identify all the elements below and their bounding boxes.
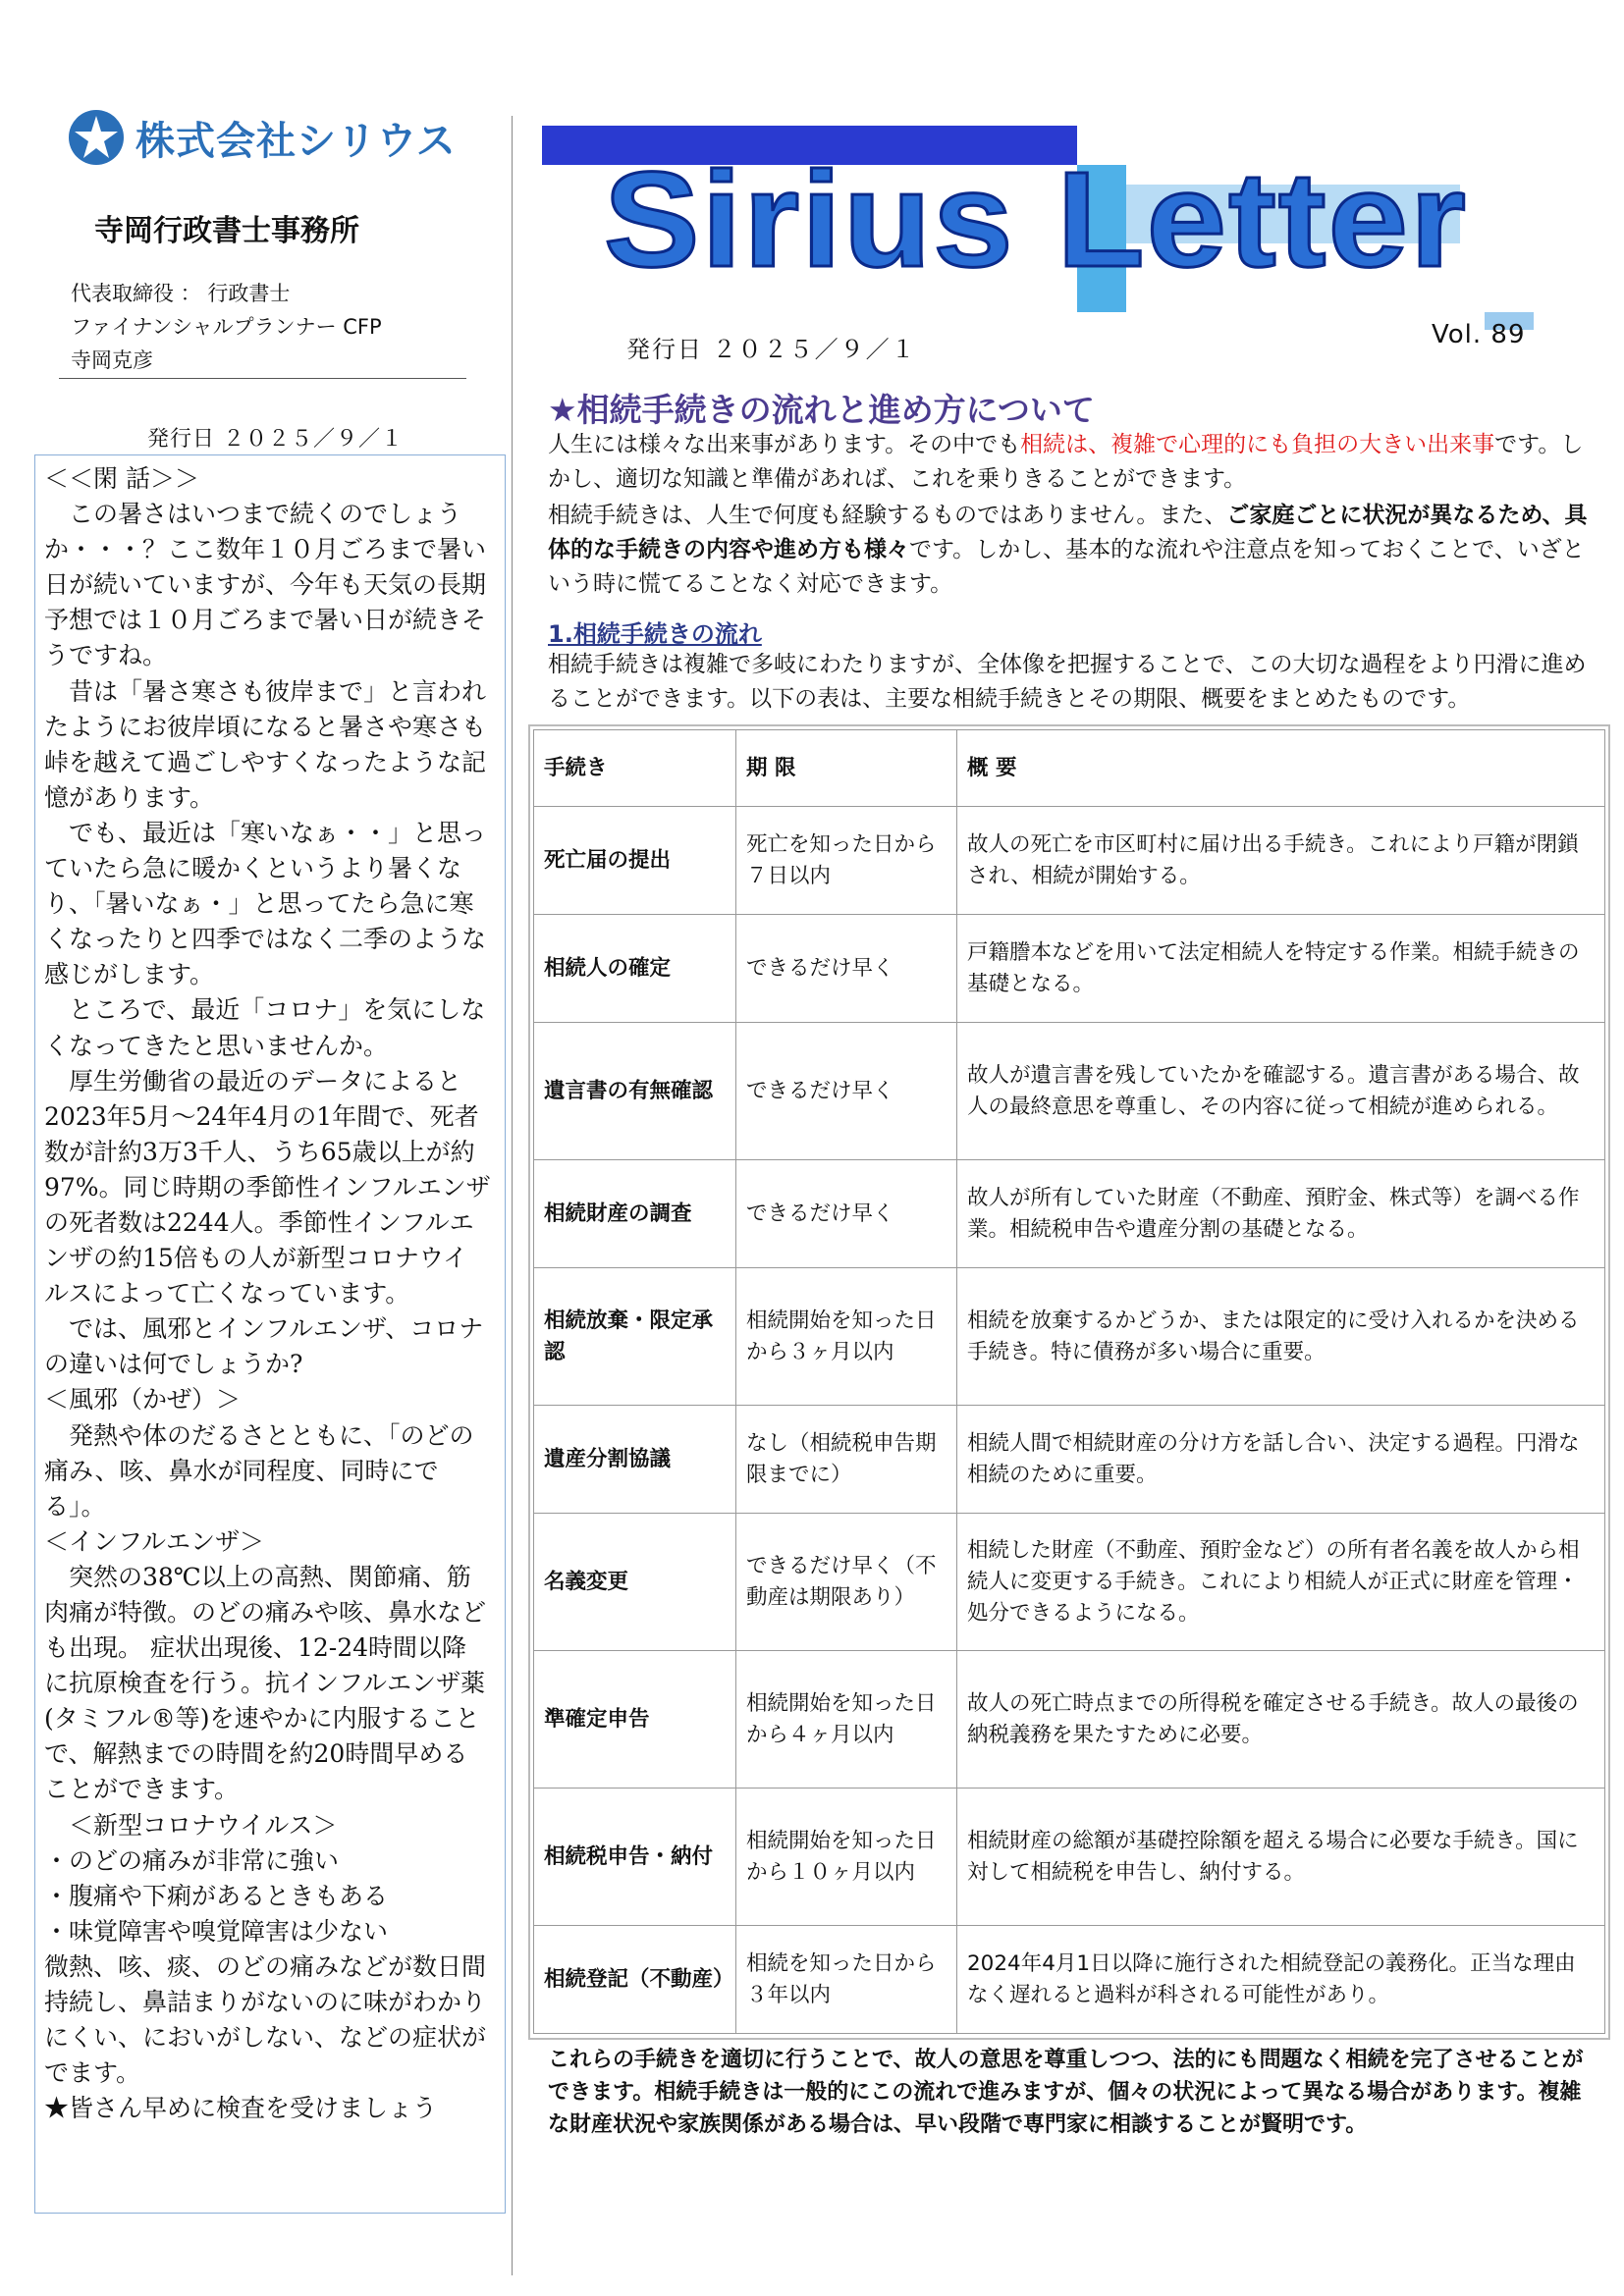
cell-procedure: 相続放棄・限定承認	[534, 1268, 736, 1406]
left-issue-date: 発行日 ２０２５／９／１	[147, 427, 404, 452]
rep-fp: ファイナンシャルプランナー CFP	[71, 315, 382, 339]
cell-procedure: 遺産分割協議	[534, 1406, 736, 1514]
cell-procedure: 相続人の確定	[534, 915, 736, 1023]
intro-paragraph-1	[548, 428, 1589, 497]
cell-procedure: 相続税申告・納付	[534, 1789, 736, 1926]
divider	[59, 378, 466, 379]
cell-summary: 相続財産の総額が基礎控除額を超える場合に必要な手続き。国に対して相続税を申告し、納付する。	[957, 1789, 1605, 1926]
cell-deadline: なし（相続税申告期限までに）	[736, 1406, 957, 1514]
banner-issue-date: 発行日 ２０２５／９／１	[626, 336, 917, 363]
cell-summary: 故人の死亡を市区町村に届け出る手続き。これにより戸籍が閉鎖され、相続が開始する。	[957, 807, 1605, 915]
cell-summary: 相続を放棄するかどうか、または限定的に受け入れるかを決める手続き。特に債務が多い場合に重要。	[957, 1268, 1605, 1406]
cell-deadline: 相続開始を知った日から４ヶ月以内	[736, 1651, 957, 1789]
banner-title: Sirius Letter	[604, 144, 1468, 295]
table-row	[534, 1789, 1605, 1926]
kanwa-paragraph: 発熱や体のだるさとともに、「のどの痛み、咳、鼻水が同程度、同時にでる」。	[44, 1420, 474, 1521]
table-row	[534, 1514, 1605, 1651]
kanwa-heading: ＜＜閑 話＞＞	[44, 464, 199, 493]
cell-summary: 2024年4月1日以降に施行された相続登記の義務化。正当な理由なく遅れると過料が科される可能性があり。	[957, 1926, 1605, 2034]
kanwa-paragraph: ＜インフルエンザ＞	[44, 1526, 265, 1556]
table-row	[534, 1160, 1605, 1268]
volume-number: Vol. 89	[1432, 320, 1526, 349]
header-cell: 期 限	[736, 730, 957, 807]
table-row	[534, 1926, 1605, 2034]
table-row	[534, 1406, 1605, 1514]
table-header-row	[534, 730, 1605, 807]
cell-deadline: 相続開始を知った日から１０ヶ月以内	[736, 1789, 957, 1926]
kanwa-paragraph: では、風邪とインフルエンザ、コロナの違いは何でしょうか?	[44, 1314, 484, 1379]
table-row	[534, 1023, 1605, 1160]
kanwa-paragraph: でも、最近は「寒いなぁ・・」と思っていたら急に暖かくというより暑くなり、「暑いなぁ・」と思ってたら急に寒くなったりと四季ではなく二季のような感じがします。	[44, 818, 487, 989]
kanwa-paragraph: この暑さはいつまで続くのでしょうか・・・？ここ数年１０月ごろまで暑い日が続いていますが、今年も天気の長期予想では１０月ごろまで暑い日が続きそうですね。	[44, 500, 487, 670]
kanwa-paragraph: ・腹痛や下痢があるときもある	[44, 1881, 389, 1910]
article-title: ★相続手続きの流れと進め方について	[548, 391, 1095, 429]
cell-summary: 故人が遺言書を残していたかを確認する。遺言書がある場合、故人の最終意思を尊重し、その内容に従って相続が進められる。	[957, 1023, 1605, 1160]
cell-summary: 故人の死亡時点までの所得税を確定させる手続き。故人の最後の納税義務を果たすために必要。	[957, 1651, 1605, 1789]
procedure-table	[533, 729, 1605, 2034]
company-name: 株式会社シリウス	[135, 118, 457, 164]
cell-summary: 相続人間で相続財産の分け方を話し合い、決定する過程。円滑な相続のために重要。	[957, 1406, 1605, 1514]
cell-procedure: 死亡届の提出	[534, 807, 736, 915]
cell-summary: 戸籍謄本などを用いて法定相続人を特定する作業。相続手続きの基礎となる。	[957, 915, 1605, 1023]
kanwa-paragraph: ・味覚障害や嗅覚障害は少ない	[44, 1916, 389, 1946]
conclusion-paragraph: これらの手続きを適切に行うことで、故人の意思を尊重しつつ、法的にも問題なく相続を完了させることができます。相続手続きは一般的にこの流れで進みますが、個々の状況によって異なる場合があります。複雑な財産状況や家族関係がある場合は、早い段階で専門家に相談することが賢明です。	[548, 2048, 1584, 2137]
cell-deadline: できるだけ早く	[736, 1023, 957, 1160]
kanwa-paragraph: 昔は「暑さ寒さも彼岸まで」と言われたようにお彼岸頃になると暑さや寒さも峠を越えて過ごしやすくなったような記憶があります。	[44, 676, 487, 812]
kanwa-column	[44, 461, 491, 2126]
header-cell: 手続き	[534, 730, 736, 807]
representative-block	[71, 277, 382, 377]
column-divider	[512, 116, 513, 2275]
table-row	[534, 1268, 1605, 1406]
cell-procedure: 相続財産の調査	[534, 1160, 736, 1268]
cell-deadline: 相続を知った日から３年以内	[736, 1926, 957, 2034]
cell-procedure: 遺言書の有無確認	[534, 1023, 736, 1160]
section-text: 相続手続きは複雑で多岐にわたりますが、全体像を把握することで、この大切な過程をより円滑に進めることができます。以下の表は、主要な相続手続きとその期限、概要をまとめたものです。	[548, 652, 1587, 712]
cell-deadline: 死亡を知った日から７日以内	[736, 807, 957, 915]
cell-deadline: できるだけ早く（不動産は期限あり）	[736, 1514, 957, 1651]
office-name: 寺岡行政書士事務所	[94, 214, 359, 248]
text: 相続手続きは、人生で何度も経験するものではありません。また、	[548, 503, 1227, 528]
cell-deadline: できるだけ早く	[736, 1160, 957, 1268]
text: です。しかし、適切な知識と準備があれば、これを乗りきることができます。	[548, 432, 1584, 492]
cell-summary: 故人が所有していた財産（不動産、預貯金、株式等）を調べる作業。相続税申告や遺産分割の基礎となる。	[957, 1160, 1605, 1268]
kanwa-paragraph: ・のどの痛みが非常に強い	[44, 1845, 340, 1875]
star-logo-icon	[67, 108, 126, 167]
section-title: 1.相続手続きの流れ	[548, 620, 762, 648]
cell-procedure: 準確定申告	[534, 1651, 736, 1789]
intro-paragraph-2	[548, 499, 1589, 602]
rep-name: 寺岡克彦	[71, 348, 153, 372]
cell-deadline: 相続開始を知った日から３ヶ月以内	[736, 1268, 957, 1406]
text: です。しかし、基本的な流れや注意点を知っておくことで、いざという時に慌てることなく対応できます。	[548, 537, 1585, 597]
kanwa-paragraph: 厚生労働省の最近のデータによると2023年5月～24年4月の1年間で、死者数が計約3万3千人、うち65歳以上が約97%。同じ時期の季節性インフルエンザの死者数は2244人。季節性インフルエンザの約15倍もの人が新型コロナウイルスによって亡くなっています。	[44, 1066, 491, 1308]
text: 人生には様々な出来事があります。その中でも	[548, 432, 1021, 457]
cell-procedure: 相続登記（不動産）	[534, 1926, 736, 2034]
table-row	[534, 1651, 1605, 1789]
table-row	[534, 807, 1605, 915]
kanwa-paragraph: ＜新型コロナウイルス＞	[44, 1810, 338, 1840]
kanwa-paragraph: ところで、最近「コロナ」を気にしなくなってきたと思いませんか。	[44, 995, 486, 1060]
cell-procedure: 名義変更	[534, 1514, 736, 1651]
table-row	[534, 915, 1605, 1023]
header-cell: 概 要	[957, 730, 1605, 807]
rep-title: 代表取締役 ： 行政書士	[71, 282, 291, 305]
highlight-red: 相続は、複雑で心理的にも負担の大きい出来事	[1020, 432, 1495, 457]
highlight-bold: ご家庭ごとに状況が異なるため、具体的な手続きの内容や進め方も様々	[548, 503, 1588, 562]
cell-deadline: できるだけ早く	[736, 915, 957, 1023]
company-logo	[67, 106, 460, 169]
kanwa-paragraph: 微熱、咳、痰、のどの痛みなどが数日間持続し、鼻詰まりがないのに味がわかりにくい、においがしない、などの症状がでます。	[44, 1951, 487, 2088]
kanwa-paragraph: 突然の38℃以上の高熱、関節痛、筋肉痛が特徴。のどの痛みや咳、鼻水なども出現。 症状出現後、12-24時間以降に抗原検査を行う。抗インフルエンザ薬(タミフル®等)を速やかに内服することで、解熱までの時間を約20時間早めることができます。	[44, 1562, 487, 1804]
kanwa-paragraph: ＜風邪（かぜ）＞	[44, 1385, 242, 1415]
kanwa-paragraph: ★皆さん早めに検査を受けましょう	[44, 2094, 438, 2123]
cell-summary: 相続した財産（不動産、預貯金など）の所有者名義を故人から相続人に変更する手続き。これにより相続人が正式に財産を管理・処分できるようになる。	[957, 1514, 1605, 1651]
sirius-letter-banner	[542, 126, 1573, 332]
